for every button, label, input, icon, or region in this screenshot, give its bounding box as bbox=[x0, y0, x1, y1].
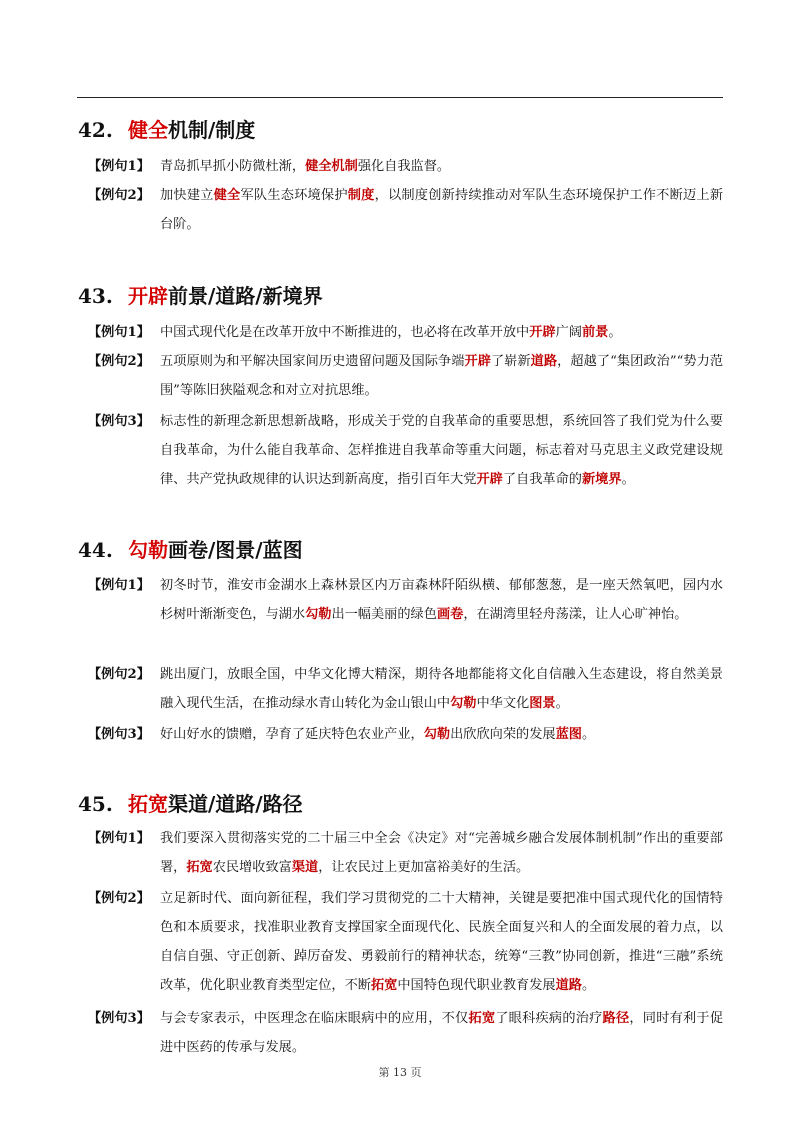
example bbox=[88, 152, 728, 181]
highlighted-keyword: 渠道 bbox=[291, 860, 319, 875]
sentence-fragment: ，以制度创新持续推动对军队生态环境保护工作不断迈上新台阶。 bbox=[160, 188, 724, 232]
example bbox=[88, 720, 728, 749]
highlighted-keyword: 蓝图 bbox=[555, 727, 582, 742]
sentence-fragment: 广阔 bbox=[555, 325, 582, 340]
page-number: 第 13 页 bbox=[378, 1066, 422, 1079]
keyword-red: 拓宽 bbox=[128, 792, 168, 816]
example bbox=[88, 1004, 728, 1062]
sentence-fragment: 五项原则为和平解决国家间历史遗留问题及国际争端 bbox=[160, 354, 465, 369]
keyword-collocations: 渠道/道路/路径 bbox=[168, 792, 303, 816]
highlighted-keyword: 勾勒 bbox=[450, 696, 477, 711]
highlighted-keyword: 开辟 bbox=[476, 472, 503, 487]
sentence-fragment: 中华文化 bbox=[476, 696, 530, 711]
keyword-collocations: 前景/道路/新境界 bbox=[168, 284, 323, 308]
highlighted-keyword: 路径 bbox=[602, 1011, 630, 1026]
sentence-fragment: ，让农民过上更加富裕美好的生活。 bbox=[318, 860, 530, 875]
example-text bbox=[160, 407, 723, 494]
highlighted-keyword: 画卷 bbox=[436, 607, 464, 622]
section-heading bbox=[78, 280, 323, 309]
highlighted-keyword: 图景 bbox=[529, 696, 556, 711]
keyword-collocations: 画卷/图景/蓝图 bbox=[168, 538, 303, 562]
example-text bbox=[160, 181, 723, 239]
example-label: 【例句2】 bbox=[88, 891, 150, 906]
keyword-red: 勾勒 bbox=[128, 538, 168, 562]
sentence-fragment: 出欣欣向荣的发展 bbox=[450, 727, 556, 742]
section-number: 43. bbox=[78, 284, 113, 308]
example bbox=[88, 181, 728, 239]
example bbox=[88, 318, 728, 347]
sentence-fragment: 好山好水的馈赠，孕育了延庆特色农业产业， bbox=[160, 727, 424, 742]
sentence-fragment: 了崭新 bbox=[490, 354, 531, 369]
highlighted-keyword: 勾勒 bbox=[423, 727, 451, 742]
section-number: 42. bbox=[78, 118, 113, 142]
highlighted-keyword: 开辟 bbox=[529, 325, 556, 340]
highlighted-keyword: 道路 bbox=[555, 978, 582, 993]
example-label: 【例句1】 bbox=[88, 325, 150, 340]
sentence-fragment: 了眼科疾病的治疗 bbox=[495, 1011, 603, 1026]
section-heading bbox=[78, 788, 303, 817]
example-text bbox=[160, 571, 723, 629]
section-number: 44. bbox=[78, 538, 113, 562]
sentence-fragment: 。 bbox=[555, 696, 569, 711]
sentence-fragment: 军队生态环境保护 bbox=[240, 188, 348, 203]
example bbox=[88, 884, 728, 1000]
highlighted-keyword: 勾勒 bbox=[305, 607, 332, 622]
example-text bbox=[160, 824, 723, 882]
sentence-fragment: 出一幅美丽的绿色 bbox=[331, 607, 437, 622]
section-heading bbox=[78, 534, 303, 563]
example bbox=[88, 347, 728, 405]
keyword-red: 开辟 bbox=[128, 284, 168, 308]
sentence-fragment: 。 bbox=[621, 472, 635, 487]
sentence-fragment: 标志性的新理念新思想新战略，形成关于党的自我革命的重要思想，系统回答了我们党为什么要自我革命，为什么能自我革命、怎样推进自我革命等重大问题，标志着对马克思主义政党建设规律、共产党执政规律的认识达到新高度，指引百年大党 bbox=[160, 414, 723, 487]
example-label: 【例句1】 bbox=[88, 159, 150, 174]
sentence-fragment: 中国式现代化是在改革开放中不断推进的，也必将在改革开放中 bbox=[160, 325, 530, 340]
example-text bbox=[160, 720, 723, 749]
example-label: 【例句3】 bbox=[88, 1011, 150, 1026]
highlighted-keyword: 道路 bbox=[530, 354, 558, 369]
sentence-fragment: 与会专家表示，中医理念在临床眼病中的应用，不仅 bbox=[160, 1011, 469, 1026]
example bbox=[88, 571, 728, 629]
sentence-fragment: 青岛抓早抓小防微杜渐， bbox=[160, 159, 306, 174]
sentence-fragment: 。 bbox=[582, 727, 596, 742]
sentence-fragment: 了自我革命的 bbox=[502, 472, 582, 487]
example-text bbox=[160, 884, 723, 1000]
example bbox=[88, 824, 728, 882]
sentence-fragment: 。 bbox=[608, 325, 622, 340]
sentence-fragment: ，同时有利于促进中医药的传承与发展。 bbox=[160, 1011, 724, 1055]
sentence-fragment: 。 bbox=[582, 978, 596, 993]
example-text bbox=[160, 660, 723, 718]
sentence-fragment: 强化自我监督。 bbox=[357, 159, 451, 174]
highlighted-keyword: 新境界 bbox=[582, 472, 622, 487]
sentence-fragment: 我们要深入贯彻落实党的二十届三中全会《决定》对“完善城乡融合发展体制机制”作出的重要部署， bbox=[160, 831, 723, 875]
highlighted-keyword: 开辟 bbox=[464, 354, 491, 369]
example bbox=[88, 407, 728, 494]
highlighted-keyword: 拓宽 bbox=[186, 860, 213, 875]
example-text bbox=[160, 347, 723, 405]
sentence-fragment: 中国特色现代职业教育发展 bbox=[397, 978, 556, 993]
sentence-fragment: ，超越了“集团政治”“势力范围”等陈旧狭隘观念和对立对抗思维。 bbox=[160, 354, 724, 398]
keyword-collocations: 机制/制度 bbox=[168, 118, 256, 142]
sentence-fragment: 加快建立 bbox=[160, 188, 214, 203]
highlighted-keyword: 拓宽 bbox=[371, 978, 398, 993]
highlighted-keyword: 拓宽 bbox=[468, 1011, 496, 1026]
section-heading bbox=[78, 114, 255, 143]
example-label: 【例句2】 bbox=[88, 667, 150, 682]
highlighted-keyword: 前景 bbox=[582, 325, 609, 340]
sentence-fragment: 立足新时代、面向新征程，我们学习贯彻党的二十大精神，关键是要把准中国式现代化的国情特色和本质要求，找准职业教育支撑国家全面现代化、民族全面复兴和人的全面发展的着力点，以自信自强、守正创新、踔厉奋发、勇毅前行的精神状态，统筹“三教”协同创新，推进“三融”系统改革，优化职业教育类型定位，不断 bbox=[160, 891, 723, 993]
sentence-fragment: 农民增收致富 bbox=[212, 860, 292, 875]
sentence-fragment: ，在湖湾里轻舟荡漾，让人心旷神怡。 bbox=[463, 607, 688, 622]
example-label: 【例句1】 bbox=[88, 831, 150, 846]
highlighted-keyword: 健全机制 bbox=[305, 159, 358, 174]
keyword-red: 健全 bbox=[128, 118, 168, 142]
example-text bbox=[160, 1004, 723, 1062]
example-label: 【例句2】 bbox=[88, 188, 150, 203]
top-rule bbox=[77, 97, 723, 98]
example bbox=[88, 660, 728, 718]
section-number: 45. bbox=[78, 792, 113, 816]
example-text bbox=[160, 318, 723, 347]
highlighted-keyword: 制度 bbox=[347, 188, 375, 203]
highlighted-keyword: 健全 bbox=[213, 188, 241, 203]
sentence-fragment: 跳出厦门，放眼全国，中华文化博大精深，期待各地都能将文化自信融入生态建设，将自然美景融入现代生活，在推动绿水青山转化为金山银山中 bbox=[160, 667, 723, 711]
example-label: 【例句3】 bbox=[88, 727, 150, 742]
example-label: 【例句2】 bbox=[88, 354, 150, 369]
example-text bbox=[160, 152, 723, 181]
example-label: 【例句3】 bbox=[88, 414, 150, 429]
example-label: 【例句1】 bbox=[88, 578, 150, 593]
sentence-fragment: 初冬时节，淮安市金湖水上森林景区内万亩森林阡陌纵横、郁郁葱葱，是一座天然氧吧，园内水杉树叶渐渐变色，与湖水 bbox=[160, 578, 723, 622]
